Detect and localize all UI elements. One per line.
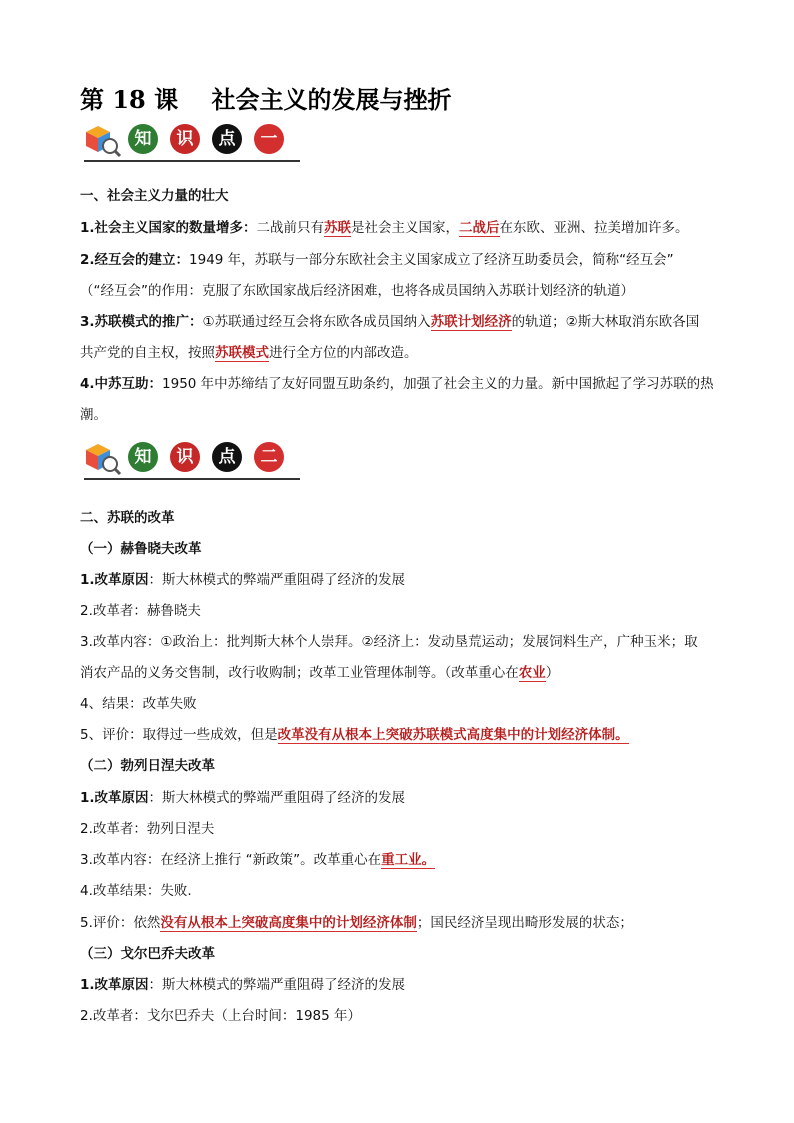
brezhnev-content: 3.改革内容：在经济上推行 “新政策”。改革重心在重工业。 [80,852,436,868]
badge-char-zhi: 知 [128,124,158,154]
badge-char-zhi: 知 [128,442,158,472]
paragraph-2: 2.经互会的建立：1949 年，苏联与一部分东欧社会主义国家成立了经济互助委员会，简称“经互会” [80,252,674,268]
badge-char-dian: 点 [212,442,242,472]
brezhnev-reformer: 2.改革者：勃列日涅夫 [80,821,215,837]
badge-char-shi: 识 [170,124,200,154]
section-heading-1: 一、社会主义力量的壮大 [80,188,229,204]
subsection-heading-khrushchev: （一）赫鲁晓夫改革 [80,541,202,557]
brezhnev-evaluation: 5.评价：依然没有从根本上突破高度集中的计划经济体制；国民经济呈现出畸形发展的状态； [80,915,633,931]
gorbachev-reformer: 2.改革者：戈尔巴乔夫（上台时间：1985 年） [80,1008,362,1024]
paragraph-3-cont: 共产党的自主权，按照苏联模式进行全方位的内部改造。 [80,345,418,361]
khrushchev-content-cont: 消农产品的义务交售制，改行收购制；改革工业管理体制等。（改革重心在农业） [80,665,560,681]
khrushchev-reformer: 2.改革者：赫鲁晓夫 [80,603,201,619]
paragraph-1: 1.社会主义国家的数量增多：二战前只有苏联是社会主义国家，二战后在东欧、亚洲、拉美增加许多。 [80,220,689,236]
subsection-heading-gorbachev: （三）戈尔巴乔夫改革 [80,946,215,962]
gorbachev-reason: 1.改革原因：斯大林模式的弊端严重阻碍了经济的发展 [80,977,406,993]
paragraph-2-note: （“经互会”的作用：克服了东欧国家战后经济困难，也将各成员国纳入苏联计划经济的轨道） [80,283,634,299]
badge-underline [84,478,300,480]
cube-magnifier-icon [82,122,122,158]
badge-underline [84,160,300,162]
paragraph-4-cont: 潮。 [80,407,107,423]
brezhnev-result: 4.改革结果：失败. [80,883,192,899]
badge-char-number: 二 [254,442,284,472]
khrushchev-evaluation: 5、评价：取得过一些成效，但是改革没有从根本上突破苏联模式高度集中的计划经济体制。 [80,727,629,743]
brezhnev-reason: 1.改革原因：斯大林模式的弊端严重阻碍了经济的发展 [80,790,406,806]
section-heading-2: 二、苏联的改革 [80,510,175,526]
page-title: 第 18 课 社会主义的发展与挫折 [80,85,452,114]
khrushchev-result: 4、结果：改革失败 [80,696,197,712]
knowledge-point-badge-2 [82,436,300,480]
badge-char-number: 一 [254,124,284,154]
knowledge-point-badge-1 [82,118,300,162]
khrushchev-reason: 1.改革原因：斯大林模式的弊端严重阻碍了经济的发展 [80,572,406,588]
badge-char-dian: 点 [212,124,242,154]
khrushchev-content: 3.改革内容：①政治上：批判斯大林个人崇拜。②经济上：发动垦荒运动；发展饲料生产，广种玉米；取 [80,634,698,650]
badge-char-shi: 识 [170,442,200,472]
paragraph-4: 4.中苏互助：1950 年中苏缔结了友好同盟互助条约，加强了社会主义的力量。新中国掀起了学习苏联的热 [80,376,714,392]
cube-magnifier-icon [82,440,122,476]
subsection-heading-brezhnev: （二）勃列日涅夫改革 [80,758,215,774]
paragraph-3: 3.苏联模式的推广：①苏联通过经互会将东欧各成员国纳入苏联计划经济的轨道；②斯大林取消东欧各国 [80,314,700,330]
